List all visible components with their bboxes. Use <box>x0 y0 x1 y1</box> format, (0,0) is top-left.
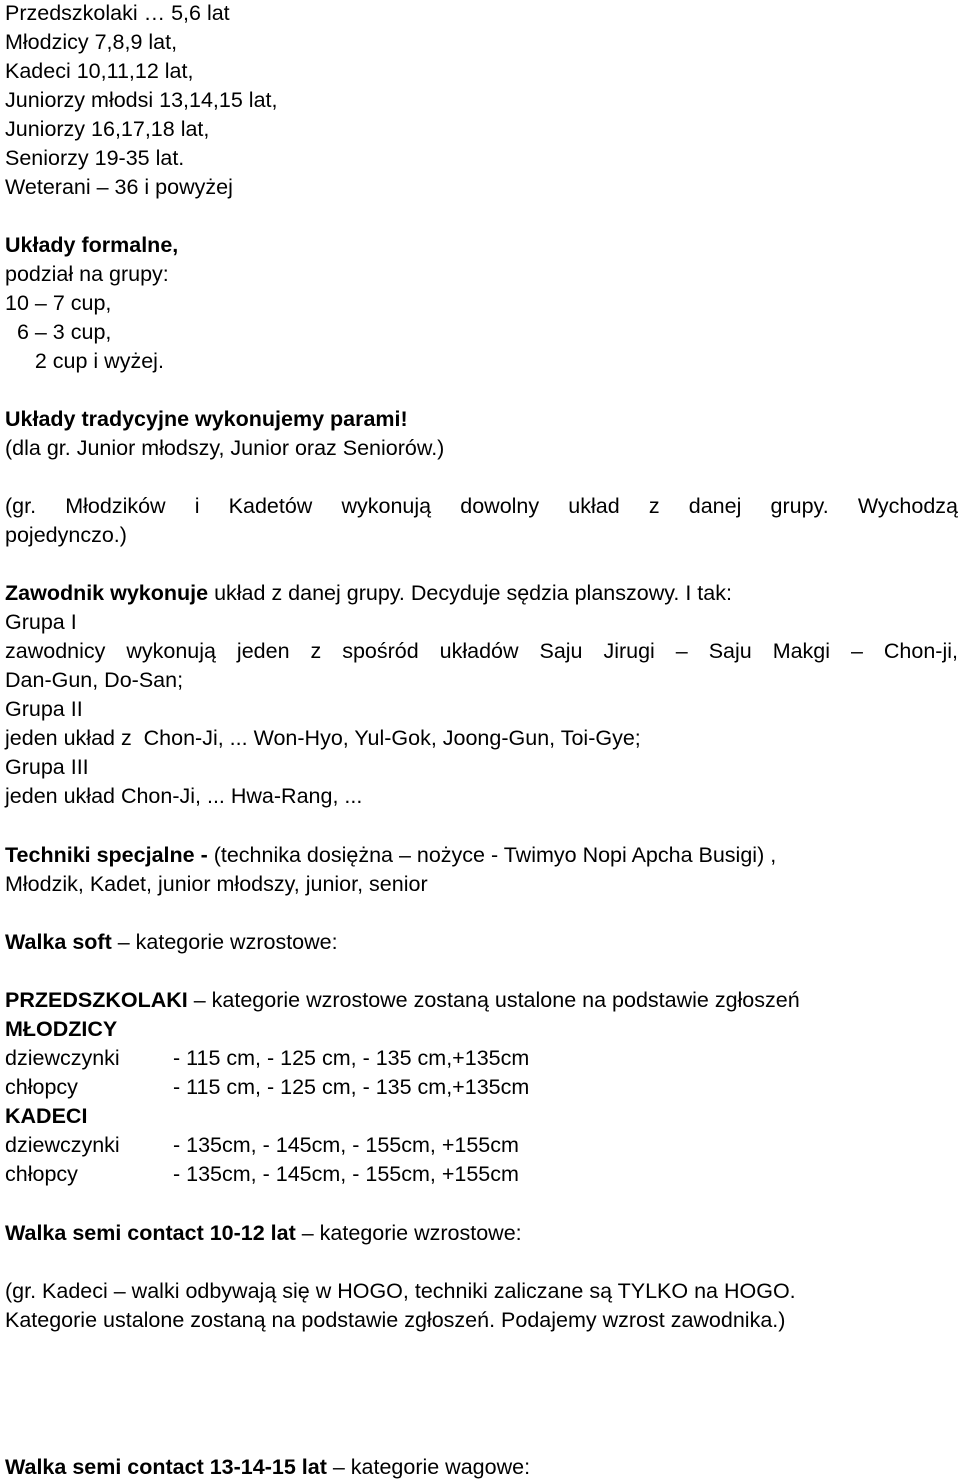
preschool-line <box>5 987 800 1013</box>
group-1-label: Grupa I <box>5 610 77 634</box>
age-category-mlodzicy: Młodzicy 7,8,9 lat, <box>5 30 178 54</box>
row-label: chłopcy <box>5 1162 78 1186</box>
group-3-label: Grupa III <box>5 755 89 779</box>
kadeci-heading <box>5 1103 87 1129</box>
mlodzicy-row <box>5 1074 905 1100</box>
traditional-heading <box>5 406 408 432</box>
competitor-rest: układ z danej grupy. Decyduje sędzia planszowy. I tak: <box>208 581 732 605</box>
row-value: - 115 cm, - 125 cm, - 135 cm,+135cm <box>173 1075 530 1099</box>
competitor-line <box>5 580 732 606</box>
preschool-rest: – kategorie wzrostowe zostaną ustalone na podstawie zgłoszeń <box>187 988 800 1012</box>
traditional-line-1: (dla gr. Junior młodszy, Junior oraz Seniorów.) <box>5 436 445 460</box>
traditional-line-3: pojedynczo.) <box>5 523 127 547</box>
formal-line-4: 2 cup i wyżej. <box>5 349 164 373</box>
formal-line-3: 6 – 3 cup, <box>5 320 112 344</box>
mlodzicy-row <box>5 1045 905 1071</box>
semi-1012-line-1: (gr. Kadeci – walki odbywają się w HOGO, techniki zaliczane są TYLKO na HOGO. <box>5 1279 796 1303</box>
traditional-heading-text: Układy tradycyjne wykonujemy parami! <box>5 407 408 431</box>
soft-rest: – kategorie wzrostowe: <box>111 930 338 954</box>
special-line <box>5 842 776 868</box>
age-category-kadeci: Kadeci 10,11,12 lat, <box>5 59 194 83</box>
row-value: - 115 cm, - 125 cm, - 135 cm,+135cm <box>173 1046 530 1070</box>
formal-line-1: podział na grupy: <box>5 262 169 286</box>
mlodzicy-heading <box>5 1016 117 1042</box>
row-value: - 135cm, - 145cm, - 155cm, +155cm <box>173 1162 519 1186</box>
mlodzicy-heading-text: MŁODZICY <box>5 1017 118 1041</box>
group-2-label: Grupa II <box>5 697 83 721</box>
age-category-juniorzy: Juniorzy 16,17,18 lat, <box>5 117 210 141</box>
group-1-line-1: zawodnicy wykonują jeden z spośród układów Saju Jirugi – Saju Makgi – Chon-ji, <box>5 639 958 663</box>
special-bold: Techniki specjalne - <box>5 843 208 867</box>
semi-131415-rest: – kategorie wagowe: <box>326 1455 531 1479</box>
semi-1012-line-2: Kategorie ustalone zostaną na podstawie zgłoszeń. Podajemy wzrost zawodnika.) <box>5 1308 786 1332</box>
semi-1012-bold: Walka semi contact 10-12 lat <box>5 1221 296 1245</box>
age-category-juniorzy-mlodsi: Juniorzy młodsi 13,14,15 lat, <box>5 88 278 112</box>
age-category-preschool: Przedszkolaki … 5,6 lat <box>5 1 230 25</box>
group-3-line: jeden układ Chon-Ji, ... Hwa-Rang, ... <box>5 784 363 808</box>
special-line-2: Młodzik, Kadet, junior młodszy, junior, senior <box>5 872 428 896</box>
kadeci-row <box>5 1132 905 1158</box>
semi-131415-heading <box>5 1454 530 1480</box>
row-label: chłopcy <box>5 1075 78 1099</box>
soft-bold: Walka soft <box>5 930 112 954</box>
row-label: dziewczynki <box>5 1133 120 1157</box>
group-1-line-2: Dan-Gun, Do-San; <box>5 668 184 692</box>
preschool-bold: PRZEDSZKOLAKI <box>5 988 188 1012</box>
group-2-line: jeden układ z Chon-Ji, ... Won-Hyo, Yul-Gok, Joong-Gun, Toi-Gye; <box>5 726 641 750</box>
formal-heading-text: Układy formalne, <box>5 233 179 257</box>
formal-line-2: 10 – 7 cup, <box>5 291 112 315</box>
competitor-bold: Zawodnik wykonuje <box>5 581 209 605</box>
soft-heading <box>5 929 338 955</box>
formal-heading <box>5 232 178 258</box>
row-label: dziewczynki <box>5 1046 120 1070</box>
age-category-weterani: Weterani – 36 i powyżej <box>5 175 233 199</box>
semi-131415-bold: Walka semi contact 13-14-15 lat <box>5 1455 327 1479</box>
traditional-line-2: (gr. Młodzików i Kadetów wykonują dowolny układ z danej grupy. Wychodzą <box>5 494 958 518</box>
semi-1012-heading <box>5 1220 522 1246</box>
special-rest: (technika dosiężna – nożyce - Twimyo Nopi Apcha Busigi) , <box>207 843 777 867</box>
age-category-seniorzy: Seniorzy 19-35 lat. <box>5 146 185 170</box>
kadeci-row <box>5 1161 905 1187</box>
kadeci-heading-text: KADECI <box>5 1104 88 1128</box>
row-value: - 135cm, - 145cm, - 155cm, +155cm <box>173 1133 519 1157</box>
semi-1012-rest: – kategorie wzrostowe: <box>295 1221 522 1245</box>
